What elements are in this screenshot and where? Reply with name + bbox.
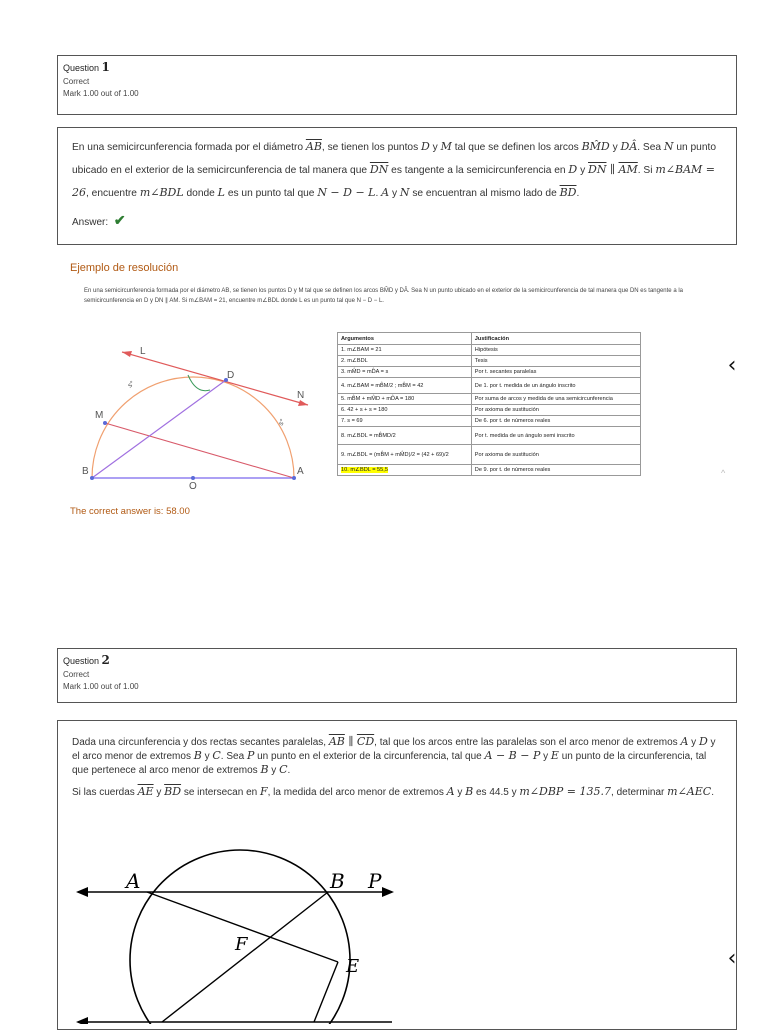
q1-dn: $\overline{DN}$ (369, 163, 389, 176)
table-cell: Hipótesis (471, 345, 640, 356)
q2-c2: C (279, 763, 288, 776)
question-status: Correct (63, 670, 90, 679)
q2-y2: y (268, 765, 280, 776)
table-row (338, 378, 641, 394)
table-row (338, 416, 641, 427)
table-row (338, 427, 641, 445)
q1-n: N (663, 140, 674, 153)
q2-par: ∥ (344, 735, 357, 748)
table-row (338, 465, 641, 476)
q1-dn2: $\overline{DN}$ (588, 163, 607, 176)
q2-e: E (550, 749, 559, 762)
q2-t: un punto en el exterior de la circunferencia, tal que (254, 751, 485, 762)
q2-t: y (688, 737, 699, 748)
label-s1: s° (126, 380, 137, 390)
label-n: N (297, 390, 305, 401)
table-cell: 6. 42 + s + s = 180 (338, 405, 472, 416)
q2-cd: $\overline{CD}$ (356, 735, 375, 748)
q1-am: $\overline{AM}$ (618, 163, 638, 176)
q2-b: B (193, 749, 202, 762)
correct-answer: The correct answer is: 58.00 (70, 506, 190, 517)
q1-d2: D (568, 163, 578, 176)
question-number: 1 (101, 60, 110, 74)
q1-bam: m∠BAM = 26 (72, 163, 715, 199)
resolution-title: Ejemplo de resolución (70, 262, 179, 274)
table-cell: Por axioma de sustitución (471, 445, 640, 465)
arrow-left (122, 351, 132, 357)
q2-y: y (201, 751, 213, 762)
q1-t5: un punto ubicado en el exterior de la semicircunferencia de tal manera que (72, 142, 717, 176)
label-l: L (140, 346, 146, 357)
q1-a: A (381, 186, 390, 199)
q1-t7: y (577, 165, 589, 176)
q2-t: . (711, 787, 714, 798)
label-d: D (227, 370, 235, 381)
q1-par: ∥ (606, 163, 619, 176)
q2-t: . Sea (220, 751, 247, 762)
q2-t: un punto de la circunferencia, tal que pertenece al arco menor de extremos (72, 751, 707, 776)
q2-dbp: m∠DBP = 135.7 (519, 785, 612, 798)
table-row (338, 405, 641, 416)
q2-y4: y (454, 787, 466, 798)
q2-b3: B (465, 785, 474, 798)
q2-t: y (540, 751, 551, 762)
question-1-text (58, 128, 736, 205)
table-header-row (338, 333, 641, 345)
table-cell: 9. m∠BDL = (mB̂M + mM̂D)/2 = (42 + 69)/2 (338, 445, 472, 465)
q1-y2: y (609, 142, 621, 153)
q2-t: , tal que los arcos entre las paralelas son el arco menor de extremos (374, 737, 681, 748)
label-a: A (297, 466, 304, 477)
table-row (338, 394, 641, 405)
q2-t: Dada una circunferencia y dos rectas secantes paralelas, (72, 737, 329, 748)
highlighted-result: 10. m∠BDL = 55,5 (341, 467, 388, 473)
question-2-heading (63, 653, 731, 667)
correct-check-icon: ✔ (113, 212, 126, 228)
q1-t1: En una semicircunferencia formada por el diámetro (72, 142, 306, 153)
table-cell: De 9. por t. de números reales (471, 465, 640, 476)
q2-t: . (287, 765, 291, 776)
q1-m: M (440, 140, 452, 153)
prev-arrow-icon-2[interactable]: ‹ (727, 946, 737, 971)
q1-t8: . Si (637, 165, 653, 176)
point-a (292, 476, 296, 480)
answer-row (72, 212, 126, 229)
table-cell: Tesis (471, 356, 640, 367)
q1-n2: N (399, 186, 410, 199)
q1-t2: , se tienen los puntos (321, 142, 422, 153)
arrow-bottom-left (76, 1017, 88, 1024)
q1-t9: , encuentre (86, 188, 140, 199)
q1-t15: . (576, 188, 580, 199)
label-b: B (82, 466, 89, 477)
table-cell (338, 465, 472, 476)
question-label: Question (63, 63, 100, 73)
question-mark: Mark 1.00 out of 1.00 (63, 682, 139, 691)
table-row (338, 367, 641, 378)
point-o (191, 476, 195, 480)
label-s2: s° (277, 418, 287, 427)
q1-ndl: N − D − L (317, 186, 376, 199)
segment-ec (314, 962, 338, 1022)
question-label: Question (63, 656, 100, 666)
q1-bdl: m∠BDL (139, 186, 184, 199)
q2-y3: y (153, 787, 165, 798)
question-2-paragraph-2 (58, 777, 736, 799)
question-mark: Mark 1.00 out of 1.00 (63, 89, 139, 98)
q1-arc1: BM̂D (581, 140, 610, 153)
table-cell: Por t. secantes paralelas (471, 367, 640, 378)
table-cell: 3. mM̂D = mD̂A = s (338, 367, 472, 378)
q2-aec: m∠AEC (667, 785, 712, 798)
q2-f: F (259, 785, 268, 798)
arrow-top-left (76, 887, 88, 897)
table-cell: 5. mB̂M + mM̂D + mD̂A = 180 (338, 394, 472, 405)
q2-d: D (698, 735, 708, 748)
table-cell: Por suma de arcos y medida de una semicircunferencia (471, 394, 640, 405)
q1-t14: se encuentran al mismo lado de (409, 188, 560, 199)
semicircle-figure (80, 340, 330, 490)
prev-arrow-icon[interactable]: ‹ (727, 353, 737, 378)
label-b: B (330, 869, 345, 893)
q1-arc2: DÂ (620, 140, 638, 153)
q1-bd: $\overline{BD}$ (559, 186, 577, 199)
label-f: F (235, 934, 248, 955)
question-1-info (57, 55, 737, 115)
q2-bd: $\overline{BD}$ (164, 785, 182, 798)
table-cell: De 6. por t. de números reales (471, 416, 640, 427)
q1-y: y (429, 142, 441, 153)
q2-t: , la medida del arco menor de extremos (267, 787, 447, 798)
q1-d: D (421, 140, 430, 153)
chord-bd (162, 892, 328, 1022)
table-cell: De 1. por t. medida de un ángulo inscrito (471, 378, 640, 394)
q2-b2: B (260, 763, 269, 776)
q2-t: , determinar (611, 787, 665, 798)
table-cell: Por axioma de sustitución (471, 405, 640, 416)
table-row (338, 345, 641, 356)
table-cell: 7. s = 69 (338, 416, 472, 427)
q2-c: C (212, 749, 221, 762)
q2-t: se intersecan en (181, 787, 260, 798)
resolution-table (337, 332, 641, 476)
q2-t: es 44.5 y (473, 787, 520, 798)
table-row (338, 445, 641, 465)
q2-t: y el arco menor de extremos (72, 737, 716, 762)
table-cell: 8. m∠BDL = mB̂MD/2 (338, 427, 472, 445)
table-cell: Por t. medida de un ángulo semi inscrito (471, 427, 640, 445)
label-a: A (126, 869, 141, 893)
q2-ae: $\overline{AE}$ (137, 785, 154, 798)
q2-a2: A (446, 785, 455, 798)
q1-t6: es tangente a la semicircunferencia en (388, 165, 569, 176)
q1-l: L (217, 186, 225, 199)
q2-abp: A − B − P (484, 749, 541, 762)
question-2-info (57, 648, 737, 703)
point-m (103, 421, 107, 425)
table-header-cell: Justificación (471, 333, 640, 345)
table-cell: 1. m∠BAM = 21 (338, 345, 472, 356)
q1-t11: es un punto tal que (224, 188, 318, 199)
q2-p: P (246, 749, 255, 762)
answer-label: Answer: (72, 217, 109, 228)
table-row (338, 356, 641, 367)
chord-bd (92, 380, 226, 478)
question-1-heading (63, 60, 731, 74)
table-header-cell: Argumentos (338, 333, 472, 345)
arrow-top-right (382, 887, 394, 897)
q1-t3: tal que se definen los arcos (451, 142, 582, 153)
question-2-paragraph-1 (58, 721, 736, 777)
label-e: E (346, 956, 360, 977)
table-cell: 2. m∠BDL (338, 356, 472, 367)
question-1-content (57, 127, 737, 245)
tangent-line (122, 352, 308, 405)
label-m: M (95, 410, 104, 421)
label-o: O (189, 481, 197, 490)
chord-ma (105, 423, 294, 478)
q1-t12: . (375, 188, 382, 199)
question-number: 2 (101, 653, 110, 667)
q1-t4: . Sea (637, 142, 664, 153)
q1-t10: donde (183, 188, 218, 199)
q1-t13: y (389, 188, 400, 199)
point-b (90, 476, 94, 480)
q2-a: A (680, 735, 689, 748)
label-p: P (368, 869, 382, 893)
question-status: Correct (63, 77, 90, 86)
q2-t: Si las cuerdas (72, 787, 138, 798)
circle-figure (70, 840, 410, 1024)
scroll-up-icon[interactable]: ^ (721, 468, 726, 478)
q1-ab: $\overline{AB}$ (305, 140, 322, 153)
resolution-text: En una semicircunferencia formada por el diámetro AB, se tienen los puntos D y M tal que se definen los arcos BM̂D y DÂ. Sea N un punto ubicado en el exterior de la semicircunferencia de tal manera que DN es tangente a la semicircunferencia en D y DN ∥ AM. Si m∠BAM = 21, encuentre m∠BDL donde L es un punto tal que N − D − L. (84, 288, 683, 304)
table-cell: 4. m∠BAM = mB̂M/2 ; mB̂M = 42 (338, 378, 472, 394)
q2-ab: $\overline{AB}$ (328, 735, 345, 748)
